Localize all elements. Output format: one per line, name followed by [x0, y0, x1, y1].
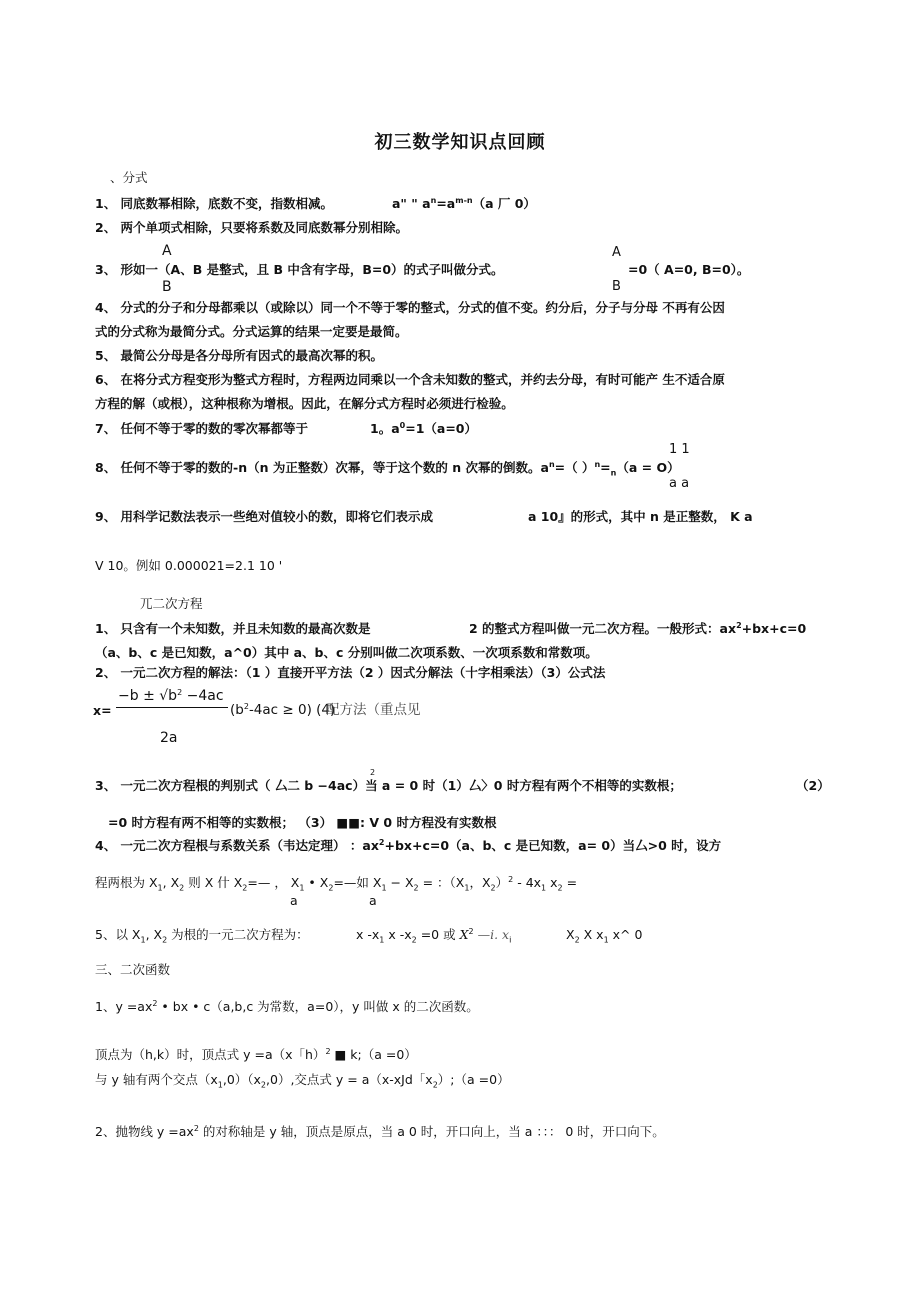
formula-part: • bx • c（a,b,c 为常数，a=0），y 叫做 x 的二次函数。: [157, 999, 479, 1014]
formula-part: 1、y =ax: [95, 999, 153, 1014]
item-1-text: 1、 同底数幂相除，底数不变，指数相减。: [95, 196, 334, 211]
formula-part: , X: [162, 875, 180, 890]
eq-item-5-tail: [566, 927, 642, 949]
item-9-tail: a 10』的形式，其中 n 是正整数， K a: [528, 509, 753, 524]
formula-part: = ：（X: [418, 875, 465, 890]
formula-sub: 1: [157, 883, 163, 893]
item-8-bottom: a a: [669, 476, 690, 491]
formula-sup: 0: [399, 421, 406, 430]
fraction-numerator-2: A: [612, 245, 621, 260]
eq-item-3-right: （2）: [796, 778, 830, 793]
formula-sub: 1: [381, 883, 387, 893]
formula-sub: 2: [490, 883, 496, 893]
formula-part: 程两根为 X: [95, 875, 158, 890]
eq-item-1-tail: [469, 621, 806, 637]
formula-part: （a 厂 0）: [472, 196, 536, 211]
eq-item-3: 3、 一元二次方程根的判别式（ 厶二 b −4ac）当 a = 0 时（1）厶〉0 时方程有两个不相等的实数根；: [95, 778, 682, 793]
item-1-formula: [392, 196, 536, 212]
formula-sup: 2: [508, 875, 514, 884]
formula-sub: 1: [299, 883, 305, 893]
formula-sub: 1: [217, 1080, 223, 1090]
formula-part: − X: [386, 875, 414, 890]
formula-part: • X: [304, 875, 329, 890]
formula-sup: n: [430, 196, 437, 205]
formula-part: =0 或: [416, 927, 460, 942]
formula-part: ■ k;（a =0）: [330, 1047, 417, 1062]
formula-denominator: 2a: [160, 730, 178, 746]
formula-part: =a: [436, 196, 456, 211]
eq-item-4: [95, 838, 721, 854]
formula-part: =: [562, 875, 578, 890]
formula-part: —i. x: [473, 927, 510, 942]
fraction-numerator: A: [162, 243, 172, 259]
formula-sub: 2: [557, 883, 563, 893]
formula-part: ）;（a =0）: [437, 1072, 510, 1087]
formula-part: +bx+c=0: [741, 621, 807, 636]
formula-sup: n: [548, 460, 555, 469]
formula-part: ，X: [469, 875, 491, 890]
formula-part: (b: [230, 702, 244, 718]
formula-sup: m-n: [455, 196, 473, 205]
formula-sub: 1: [140, 935, 146, 945]
item-8: [95, 460, 680, 482]
formula-part: ）: [495, 875, 509, 890]
formula-part: 2 的整式方程叫做一元二次方程。一般形式：ax: [469, 621, 737, 636]
fn-vertex-form: [95, 1047, 417, 1063]
formula-part: X x: [579, 927, 604, 942]
item-8-top: 1 1: [669, 442, 690, 457]
formula-part: a" " a: [392, 196, 431, 211]
eq-item-4-line2: [95, 875, 577, 897]
formula-part: =1（a=0）: [405, 421, 477, 436]
formula-part: 为根的一元二次方程为：: [167, 927, 309, 942]
formula-x-label: x=: [93, 703, 112, 718]
page-title: 初三数学知识点回顾: [374, 132, 546, 153]
fn-intercept-form: [95, 1072, 510, 1094]
formula-tail: 配方法（重点见: [326, 702, 421, 718]
formula-part: 与 y 轴有两个交点（x: [95, 1072, 218, 1087]
fraction-denominator-a2: a: [369, 893, 377, 908]
formula-part: （a = O）: [616, 460, 680, 475]
item-10: V 10。例如 0.000021=2.1 10 ': [95, 558, 283, 573]
formula-sup: 2: [325, 1047, 331, 1056]
formula-sub: 1: [379, 935, 385, 945]
formula-sub: 2: [162, 935, 168, 945]
formula-part: 4、 一元二次方程根与系数关系（韦达定理） ：ax: [95, 838, 379, 853]
formula-sup: n: [594, 460, 601, 469]
formula-sup: 2: [378, 838, 385, 847]
fn-item-1: [95, 999, 479, 1015]
formula-sup: 2: [736, 621, 742, 630]
formula-sub: 1: [603, 935, 609, 945]
section-heading-quadratic-function: 三、二次函数: [95, 962, 171, 977]
formula-part: x -x: [356, 927, 380, 942]
formula-part: =— ， X: [247, 875, 300, 890]
formula-part: ,0）（x: [222, 1072, 261, 1087]
formula-sub: 2: [242, 883, 248, 893]
formula-part: x: [546, 875, 558, 890]
fraction-denominator-a1: a: [290, 893, 298, 908]
item-7-formula: [370, 421, 477, 437]
formula-sub: 2: [574, 935, 580, 945]
formula-part: - 4x: [513, 875, 542, 890]
formula-part: -4ac ≥ 0) (4): [248, 702, 336, 718]
eq-item-1: 1、 只含有一个未知数，并且未知数的最高次数是: [95, 621, 371, 636]
formula-part: 1。a: [370, 421, 400, 436]
eq-item-1-line2: （a、b、c 是已知数，a^0）其中 a、b、c 分别叫做二次项系数、一次项系数和常数项。: [95, 645, 598, 660]
formula-part: X: [459, 927, 469, 942]
item-5: 5、 最简公分母是各分母所有因式的最高次幂的积。: [95, 348, 384, 363]
item-9: 9、 用科学记数法表示一些绝对值较小的数，即将它们表示成: [95, 509, 434, 524]
eq-item-5: [95, 927, 309, 949]
item-1: [95, 196, 333, 212]
formula-sub: 2: [179, 883, 185, 893]
formula-part: 8、 任何不等于零的数的-n（n 为正整数）次幂，等于这个数的 n 次幂的倒数。a: [95, 460, 549, 475]
formula-sub: n: [610, 468, 617, 478]
formula-sub: i: [509, 935, 512, 945]
formula-sup: 2: [193, 1124, 199, 1133]
formula-part: 2、抛物线 y =ax: [95, 1124, 194, 1139]
item-6-line2: 方程的解（或根），这种根称为增根。因此，在解分式方程时必须进行检验。: [95, 396, 514, 411]
formula-part: , X: [145, 927, 163, 942]
formula-sup: 2: [243, 702, 249, 711]
fraction-denominator: B: [162, 279, 172, 295]
section-heading-quadratic-equation: 兀二次方程: [140, 596, 203, 611]
formula-condition: [230, 702, 335, 718]
item-3: 3、 形如一（A、B 是整式，且 B 中含有字母，B=0）的式子叫做分式。: [95, 262, 504, 277]
eq-item-5-formula: [356, 927, 511, 949]
formula-sup: 2: [468, 927, 474, 936]
formula-part: X: [566, 927, 575, 942]
formula-sup: 2: [177, 688, 183, 697]
eq-item-3-sup: 2: [370, 768, 376, 777]
section-heading-fraction: 、分式: [110, 170, 148, 185]
formula-part: x -x: [384, 927, 412, 942]
fn-item-2: [95, 1124, 665, 1140]
formula-part: =—如 X: [333, 875, 382, 890]
formula-part: 的对称轴是 y 轴，顶点是原点，当 a 0 时，开口向上，当 a ：：： 0 时，开口向下。: [198, 1124, 665, 1139]
formula-part: =: [600, 460, 611, 475]
eq-item-2: 2、 一元二次方程的解法：（1 ）直接开平方法（2 ）因式分解法（十字相乘法）（3）公式法: [95, 665, 606, 680]
formula-part: x^ 0: [608, 927, 643, 942]
formula-part: −b ± √b: [118, 688, 178, 704]
formula-sub: 2: [260, 1080, 267, 1090]
formula-part: ,0）,交点式 y = a（x-xJd「x: [266, 1072, 433, 1087]
item-7: 7、 任何不等于零的数的零次幂都等于: [95, 421, 309, 436]
formula-numerator: [118, 688, 224, 704]
formula-part: −4ac: [182, 688, 224, 704]
formula-part: 顶点为（h,k）时，顶点式 y =a（x「h）: [95, 1047, 326, 1062]
item-6-line1: 6、 在将分式方程变形为整式方程时，方程两边同乘以一个含未知数的整式，并约去分母，有时可能产 生不适合原: [95, 372, 725, 387]
formula-part: +bx+c=0（a、b、c 是已知数，a= 0）当厶>0 时，设方: [384, 838, 722, 853]
formula-sub: 2: [413, 883, 419, 893]
fraction-bar: [116, 707, 228, 708]
formula-sub: 1: [464, 883, 470, 893]
eq-item-3-line2: =0 时方程有两不相等的实数根； （3） ■■: V 0 时方程没有实数根: [108, 815, 497, 830]
formula-sub: 2: [432, 1080, 438, 1090]
item-2: 2、 两个单项式相除，只要将系数及同底数幂分别相除。: [95, 220, 409, 235]
formula-sup: 2: [152, 999, 158, 1008]
formula-sub: 2: [328, 883, 334, 893]
formula-sub: 1: [541, 883, 547, 893]
formula-part: =（ ）: [554, 460, 595, 475]
item-4-line2: 式的分式称为最简分式。分式运算的结果一定要是最简。: [95, 324, 408, 339]
formula-part: 5、以 X: [95, 927, 141, 942]
item-3-tail: =0（ A=0, B=0）。: [628, 262, 750, 277]
fraction-denominator-2: B: [612, 279, 621, 294]
formula-part: 则 X 什 X: [184, 875, 243, 890]
item-4-line1: 4、 分式的分子和分母都乘以（或除以）同一个不等于零的整式，分式的值不变。约分后，分子与分母 不再有公因: [95, 300, 725, 315]
formula-sub: 2: [411, 935, 417, 945]
